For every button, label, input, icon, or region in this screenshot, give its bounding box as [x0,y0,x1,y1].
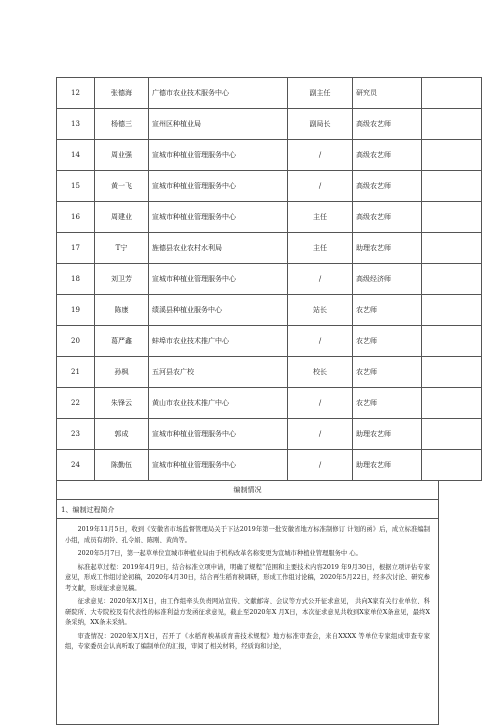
member-position: / [288,388,353,419]
member-position: / [288,326,353,357]
member-position: 副局长 [288,109,353,140]
blank-cell [422,171,482,202]
blank-cell [422,295,482,326]
blank-cell [422,450,482,481]
roster-body [57,78,482,481]
blank-cell [422,264,482,295]
table-row [57,419,482,450]
member-name: 周建业 [95,202,149,233]
row-number: 18 [57,264,95,295]
member-organization: 五河县农广校 [149,357,288,388]
member-position: / [288,140,353,171]
table-row [57,357,482,388]
blank-cell [422,326,482,357]
member-name: 郭成 [95,419,149,450]
paragraph: 征求意见：2020年X月X日，由工作组牵头负责网站宣传、文献邮寄、会议等方式公开征求意见， 共向X家有关行业单位、科研院所、大专院校及有代表性的标准利益方发函征求意见，截止至2020年X 月X日，本次征求意见共收到X家单位X条意见，最终X条采纳，XX条未采纳。 [65,598,430,626]
member-name: 张德海 [95,78,149,109]
paragraph: 2020年5月7日，第一起草单位宣城市种植业局由于机构改革名称变更为宣城市种植业管理服务中 心。 [77,550,362,557]
member-organization: 宣城市种植业管理服务中心 [149,450,288,481]
table-row [57,233,482,264]
member-organization: 宣城市种植业管理服务中心 [149,171,288,202]
blank-cell [422,78,482,109]
table-row [57,326,482,357]
table-row [57,171,482,202]
member-position: 校长 [288,357,353,388]
member-name: 陈康 [95,295,149,326]
member-position: / [288,264,353,295]
member-professional-title: 高级农艺师 [353,171,422,202]
row-number: 23 [57,419,95,450]
table-row [57,140,482,171]
row-number: 20 [57,326,95,357]
table-row [57,450,482,481]
row-number: 22 [57,388,95,419]
member-name: 陈勤伍 [95,450,149,481]
drafting-process-section [56,481,439,725]
blank-cell [422,388,482,419]
member-name: 杨德三 [95,109,149,140]
paragraph: 标准起草过程：2019年4月9日，结合标准立项申请，明确了规程“范围和主要技术内容2019 年9月30日，根据立项评估专家意见，形成工作组讨论初稿，2020年4月30日，结合再生稻育秧调研，形成工作组讨论稿，2020年5月22日，经多次讨论、研究参考文献，形成征求意见稿。 [65,563,430,592]
table-row [57,264,482,295]
member-organization: 蚌埠市农业技术推广中心 [149,326,288,357]
member-organization: 绩溪县种植业服务中心 [149,295,288,326]
member-name: 葛严鑫 [95,326,149,357]
member-professional-title: 高级农艺师 [353,109,422,140]
blank-cell [422,140,482,171]
table-row [57,78,482,109]
expert-roster-table [56,77,482,481]
document-sheet [56,77,439,725]
row-number: 16 [57,202,95,233]
member-professional-title: 助理农艺师 [353,419,422,450]
member-professional-title: 研究员 [353,78,422,109]
blank-cell [422,357,482,388]
row-number: 12 [57,78,95,109]
process-body [57,519,438,653]
member-name: 黄一飞 [95,171,149,202]
member-organization: 黄山市农业技术推广中心 [149,388,288,419]
blank-cell [422,202,482,233]
subheading: 1、编制过程简介 [57,500,438,519]
blank-cell [422,109,482,140]
section-title: 编制情况 [57,481,438,500]
member-professional-title: 助理农艺师 [353,233,422,264]
member-position: / [288,419,353,450]
table-row [57,295,482,326]
member-organization: 宣城市种植业管理服务中心 [149,202,288,233]
table-row [57,109,482,140]
member-position: / [288,171,353,202]
member-professional-title: 农艺师 [353,326,422,357]
paragraph: 审查情况：2020年X月X日，召开了《水稻育秧基质育苗技术规程》地方标准审查会，来自XXXX 等单位专家组成审查专家组，专家委员会认真听取了编制单位的汇报，审阅了相关材料，经质询和讨论， [65,632,430,650]
member-professional-title: 农艺师 [353,357,422,388]
member-name: 孙枫 [95,357,149,388]
table-row [57,202,482,233]
member-organization: 宣城市种植业管理服务中心 [149,264,288,295]
member-organization: 宣州区种植业局 [149,109,288,140]
member-organization: 宣城市种植业管理服务中心 [149,140,288,171]
member-organization: 旌德县农业农村水利局 [149,233,288,264]
member-professional-title: 高级经济师 [353,264,422,295]
row-number: 17 [57,233,95,264]
row-number: 13 [57,109,95,140]
row-number: 14 [57,140,95,171]
member-name: 朱锋云 [95,388,149,419]
member-name: 刘卫芳 [95,264,149,295]
member-position: 副主任 [288,78,353,109]
row-number: 21 [57,357,95,388]
member-organization: 宣城市种植业管理服务中心 [149,419,288,450]
member-name: T宁 [95,233,149,264]
member-name: 周业强 [95,140,149,171]
member-professional-title: 助理农艺师 [353,450,422,481]
paragraph: 2019年11月5日，收到《安徽省市场监督管理局关于下达2019年第一批安徽省地方标准制修订 计划的函》后，成立标准编制小组，成员有胡铃、孔令娟、陈刚、黄尚等。 [65,526,430,544]
row-number: 19 [57,295,95,326]
row-number: 24 [57,450,95,481]
table-row [57,388,482,419]
member-organization: 广德市农业技术服务中心 [149,78,288,109]
blank-cell [422,419,482,450]
member-position: 主任 [288,202,353,233]
member-professional-title: 农艺师 [353,295,422,326]
member-professional-title: 高级农艺师 [353,202,422,233]
member-position: 站长 [288,295,353,326]
blank-cell [422,233,482,264]
member-position: / [288,450,353,481]
row-number: 15 [57,171,95,202]
member-position: 主任 [288,233,353,264]
member-professional-title: 高级农艺师 [353,140,422,171]
member-professional-title: 农艺师 [353,388,422,419]
